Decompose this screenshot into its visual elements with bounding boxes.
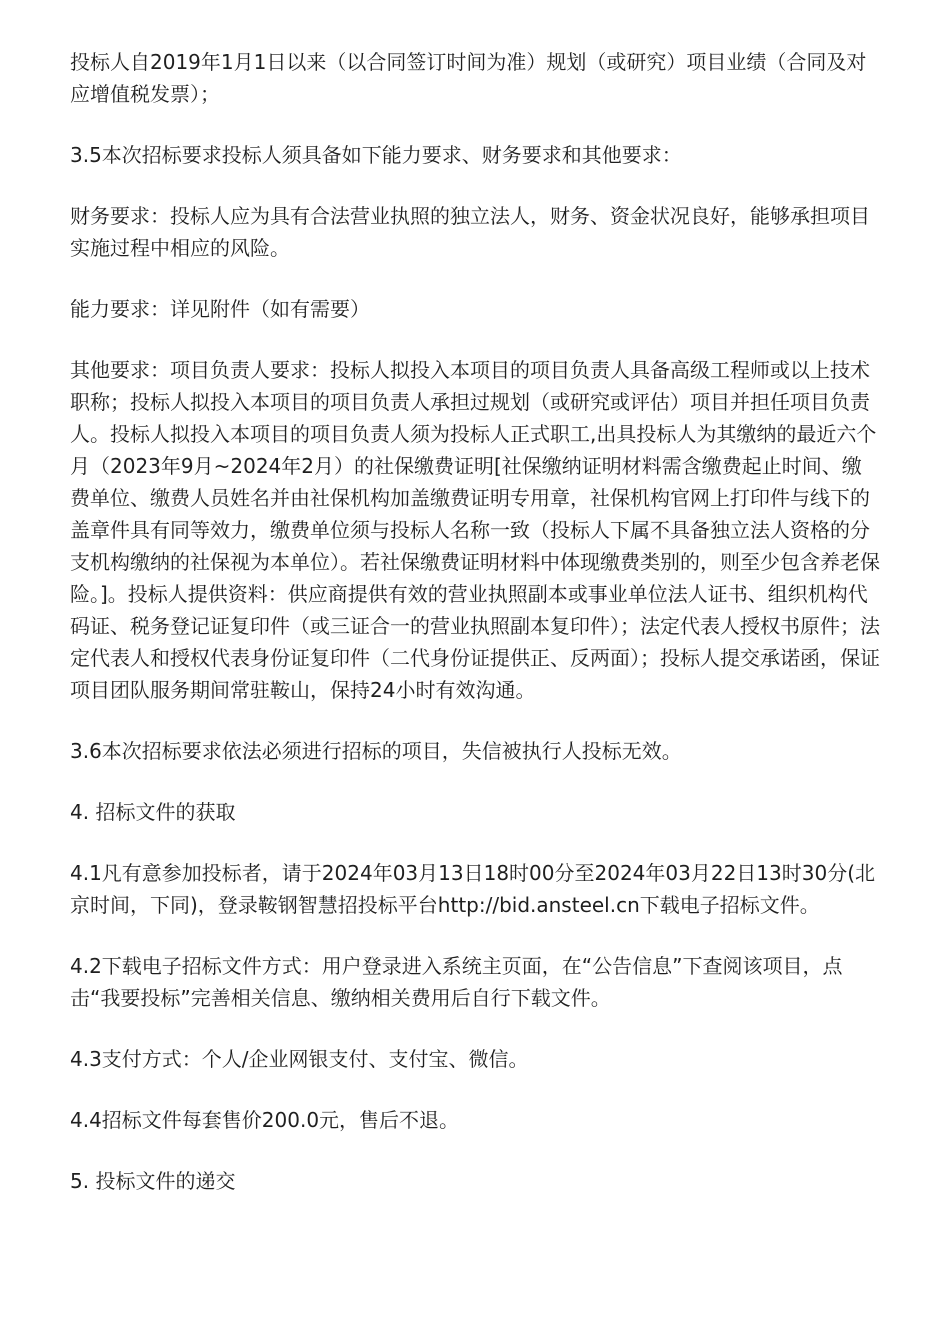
section-heading-5: 5. 投标文件的递交 xyxy=(70,1169,236,1193)
paragraph-4-3: 4.3支付方式：个人/企业网银支付、支付宝、微信。 xyxy=(70,1047,529,1071)
paragraph-4-2: 4.2下载电子招标文件方式：用户登录进入系统主页面，在“公告信息”下查阅该项目，点击“我要投标”完善相关信息、缴纳相关费用后自行下载文件。 xyxy=(70,954,843,1010)
paragraph-performance-requirement: 投标人自2019年1月1日以来（以合同签订时间为准）规划（或研究）项目业绩（合同及对应增值税发票）； xyxy=(70,50,867,106)
paragraph-financial-requirement: 财务要求：投标人应为具有合法营业执照的独立法人，财务、资金状况良好，能够承担项目实施过程中相应的风险。 xyxy=(70,204,870,260)
paragraph-other-requirements: 其他要求：项目负责人要求：投标人拟投入本项目的项目负责人具备高级工程师或以上技术职称；投标人拟投入本项目的项目负责人承担过规划（或研究或评估）项目并担任项目负责人。投标人拟投入本项目的项目负责人须为投标人正式职工,出具投标人为其缴纳的最近六个月（2023年9月~2024年2月）的社保缴费证明[社保缴纳证明材料需含缴费起止时间、缴费单位、缴费人员姓名并由社保机构加盖缴费证明专用章，社保机构官网上打印件与线下的盖章件具有同等效力，缴费单位须与投标人名称一致（投标人下属不具备独立法人资格的分支机构缴纳的社保视为本单位）。若社保缴费证明材料中体现缴费类别的，则至少包含养老保险。]。投标人提供资料：供应商提供有效的营业执照副本或事业单位法人证书、组织机构代码证、税务登记证复印件（或三证合一的营业执照副本复印件）；法定代表人授权书原件；法定代表人和授权代表身份证复印件（二代身份证提供正、反两面）；投标人提交承诺函，保证项目团队服务期间常驻鞍山，保持24小时有效沟通。 xyxy=(70,358,880,702)
section-heading-4: 4. 招标文件的获取 xyxy=(70,800,236,824)
paragraph-3-6: 3.6本次招标要求依法必须进行招标的项目，失信被执行人投标无效。 xyxy=(70,739,682,763)
paragraph-4-4: 4.4招标文件每套售价200.0元，售后不退。 xyxy=(70,1108,460,1132)
paragraph-capability-requirement: 能力要求：详见附件（如有需要） xyxy=(70,297,370,321)
paragraph-4-1: 4.1凡有意参加投标者，请于2024年03月13日18时00分至2024年03月22日13时30分(北京时间，下同)，登录鞍钢智慧招投标平台http://bid.ansteel.cn下载电子招标文件。 xyxy=(70,861,875,917)
paragraph-3-5-heading: 3.5本次招标要求投标人须具备如下能力要求、财务要求和其他要求： xyxy=(70,143,682,167)
